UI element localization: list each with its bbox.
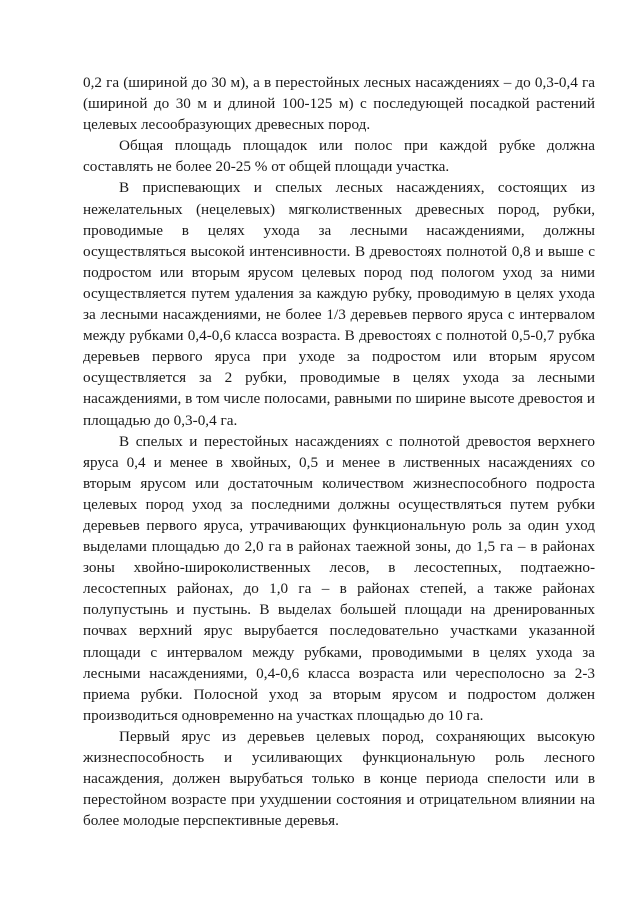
paragraph-first-tier: Первый ярус из деревьев целевых пород, сохраняющих высокую жизнеспособность и усиливающих функциональную роль лесного насаждения, должен вырубаться только в конце периода спелости или в перестойном возрасте при ухудшении состояния и отрицательном влиянии на более молодые перспективные деревья.: [83, 727, 595, 830]
paragraph-maturing-stands: В приспевающих и спелых лесных насаждениях, состоящих из нежелательных (нецелевых) мягколиственных древесных пород, рубки, проводимые в целях ухода за лесными насаждениями, должны осуществляться высокой интенсивности. В древостоях полнотой 0,8 и выше с подростом или вторым ярусом целевых пород под пологом уход за ними осуществляется путем удаления за каждую рубку, проводимую в целях ухода за лесными насаждениями, не более 1/3 деревьев первого яруса с интервалом между рубками 0,4-0,6 класса возраста. В древостоях с полнотой 0,5-0,7 рубка деревьев первого яруса при уходе за подростом или вторым ярусом осуществляется за 2 рубки, проводимые в целях ухода за лесными насаждениями, в том числе полосами, равными по ширине высоте древостоя и площадью до 0,3-0,4 га.: [83, 179, 595, 429]
document-body: [83, 72, 595, 831]
paragraph-continuation: 0,2 га (шириной до 30 м), а в перестойных лесных насаждениях – до 0,3-0,4 га (шириной до 30 м и длиной 100-125 м) с последующей посадкой растений целевых лесообразующих древесных пород.: [83, 74, 595, 134]
paragraph-total-area: Общая площадь площадок или полос при каждой рубке должна составлять не более 20-25 % от общей площади участка.: [83, 137, 595, 176]
paragraph-mature-overmature-stands: В спелых и перестойных насаждениях с полнотой древостоя верхнего яруса 0,4 и менее в хвойных, 0,5 и менее в лиственных насаждениях со вторым ярусом или достаточным количеством жизнеспособного подроста целевых пород уход за последними должны осуществляться путем рубки деревьев первого яруса, утрачивающих функциональную роль за один уход выделами площадью до 2,0 га в районах таежной зоны, до 1,5 га – в районах зоны хвойно-широколиственных лесов, в лесостепных, подтаежно-лесостепных районах, до 1,0 га – в районах степей, а также районах полупустынь и пустынь. В выделах большей площади на дренированных почвах верхний ярус вырубается последовательно участками указанной площади с интервалом между рубками, проводимыми в целях ухода за лесными насаждениями, 0,4-0,6 класса возраста или чересполосно за 2-3 приема рубки. Полосной уход за вторым ярусом и подростом должен производиться одновременно на участках площадью до 10 га.: [83, 432, 595, 724]
